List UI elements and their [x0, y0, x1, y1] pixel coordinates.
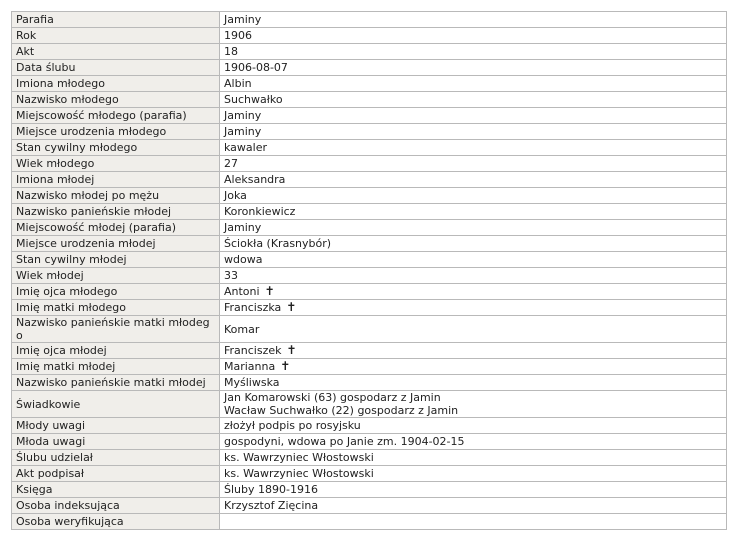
field-label: Nazwisko młodego: [12, 92, 220, 108]
deceased-cross-icon: ✝: [280, 359, 291, 373]
field-value: Ściokła (Krasnybór): [224, 237, 332, 250]
field-label: Stan cywilny młodego: [12, 140, 220, 156]
field-value: 33: [224, 269, 238, 282]
field-label: Miejscowość młodego (parafia): [12, 108, 220, 124]
record-row: [12, 92, 727, 108]
field-value-cell: [220, 236, 727, 252]
field-value: 1906-08-07: [224, 61, 288, 74]
field-value: 18: [224, 45, 238, 58]
field-value-cell: [220, 359, 727, 375]
record-row: [12, 391, 727, 418]
record-row: [12, 76, 727, 92]
record-row: [12, 450, 727, 466]
field-label: Wiek młodej: [12, 268, 220, 284]
field-value: ks. Wawrzyniec Włostowski: [224, 451, 374, 464]
record-row: [12, 434, 727, 450]
record-row: [12, 204, 727, 220]
field-value-cell: [220, 418, 727, 434]
deceased-cross-icon: ✝: [286, 300, 297, 314]
field-value: Jaminy: [224, 13, 262, 26]
record-row: [12, 188, 727, 204]
field-value: Marianna: [224, 360, 276, 373]
field-value-cell: [220, 450, 727, 466]
deceased-cross-icon: ✝: [286, 343, 297, 357]
record-row: [12, 268, 727, 284]
field-label: Stan cywilny młodej: [12, 252, 220, 268]
field-label: Księga: [12, 482, 220, 498]
field-label: Akt podpisał: [12, 466, 220, 482]
record-row: [12, 156, 727, 172]
field-value-cell: [220, 220, 727, 236]
field-label: Nazwisko panieńskie matki młodego: [12, 316, 220, 343]
field-value: 27: [224, 157, 238, 170]
field-label: Osoba weryfikująca: [12, 514, 220, 530]
field-value: Jan Komarowski (63) gospodarz z Jamin: [224, 391, 441, 404]
field-label: Młoda uwagi: [12, 434, 220, 450]
record-row: [12, 124, 727, 140]
record-row: [12, 12, 727, 28]
field-value-cell: [220, 108, 727, 124]
field-value-cell: [220, 343, 727, 359]
record-row: [12, 28, 727, 44]
field-value: Franciszek: [224, 344, 282, 357]
field-value: Śluby 1890-1916: [224, 483, 318, 496]
field-value-cell: [220, 391, 727, 418]
record-row: [12, 300, 727, 316]
field-value-cell: [220, 482, 727, 498]
field-value-cell: [220, 498, 727, 514]
field-label: Imię matki młodej: [12, 359, 220, 375]
field-value-cell: [220, 44, 727, 60]
field-value-cell: [220, 375, 727, 391]
field-label: Parafia: [12, 12, 220, 28]
field-value: Jaminy: [224, 221, 262, 234]
field-value: Antoni: [224, 285, 260, 298]
field-value-cell: [220, 60, 727, 76]
field-value-cell: [220, 172, 727, 188]
record-row: [12, 514, 727, 530]
field-value-cell: [220, 466, 727, 482]
field-value: Suchwałko: [224, 93, 283, 106]
field-label: Imiona młodej: [12, 172, 220, 188]
field-value: Aleksandra: [224, 173, 286, 186]
field-value-cell: [220, 124, 727, 140]
field-value: Albin: [224, 77, 252, 90]
record-row: [12, 418, 727, 434]
field-value-cell: [220, 252, 727, 268]
record-row: [12, 252, 727, 268]
field-label: Data ślubu: [12, 60, 220, 76]
field-value-second-line: Wacław Suchwałko (22) gospodarz z Jamin: [224, 404, 459, 417]
record-row: [12, 359, 727, 375]
field-label: Miejscowość młodej (parafia): [12, 220, 220, 236]
field-value-cell: [220, 156, 727, 172]
field-value-cell: [220, 300, 727, 316]
field-value-cell: [220, 284, 727, 300]
field-value: złożył podpis po rosyjsku: [224, 419, 361, 432]
field-value: Komar: [224, 322, 260, 336]
field-value-cell: [220, 268, 727, 284]
field-label: Imię matki młodego: [12, 300, 220, 316]
record-row: [12, 498, 727, 514]
record-row: [12, 60, 727, 76]
field-value-cell: [220, 28, 727, 44]
record-row: [12, 140, 727, 156]
field-value: ks. Wawrzyniec Włostowski: [224, 467, 374, 480]
field-value-cell: [220, 188, 727, 204]
field-label: Nazwisko młodej po mężu: [12, 188, 220, 204]
field-value-cell: [220, 514, 727, 530]
deceased-cross-icon: ✝: [264, 284, 275, 298]
field-value-cell: [220, 204, 727, 220]
record-row: [12, 44, 727, 60]
field-value-cell: [220, 140, 727, 156]
record-row: [12, 482, 727, 498]
field-value: Franciszka: [224, 301, 282, 314]
record-row: [12, 343, 727, 359]
field-value: Krzysztof Zięcina: [224, 499, 319, 512]
field-value: gospodyni, wdowa po Janie zm. 1904-02-15: [224, 435, 465, 448]
field-value: Jaminy: [224, 109, 262, 122]
record-row: [12, 375, 727, 391]
field-value-cell: [220, 76, 727, 92]
record-row: [12, 172, 727, 188]
field-value: Jaminy: [224, 125, 262, 138]
field-value: kawaler: [224, 141, 268, 154]
field-value: Koronkiewicz: [224, 205, 296, 218]
field-value-cell: [220, 316, 727, 343]
field-value-cell: [220, 92, 727, 108]
field-label: Nazwisko panieńskie matki młodej: [12, 375, 220, 391]
field-label: Ślubu udzielał: [12, 450, 220, 466]
field-value: Joka: [224, 189, 247, 202]
record-body: [12, 12, 727, 530]
field-label: Imię ojca młodego: [12, 284, 220, 300]
field-label: Wiek młodego: [12, 156, 220, 172]
field-label: Miejsce urodzenia młodego: [12, 124, 220, 140]
record-row: [12, 108, 727, 124]
record-row: [12, 466, 727, 482]
record-row: [12, 316, 727, 343]
field-label: Świadkowie: [12, 391, 220, 418]
field-label: Osoba indeksująca: [12, 498, 220, 514]
field-label: Miejsce urodzenia młodej: [12, 236, 220, 252]
record-row: [12, 220, 727, 236]
field-label: Akt: [12, 44, 220, 60]
field-value: wdowa: [224, 253, 263, 266]
field-value: Myśliwska: [224, 376, 280, 389]
marriage-record-table: [11, 11, 727, 530]
field-label: Imię ojca młodej: [12, 343, 220, 359]
field-value-cell: [220, 12, 727, 28]
field-label: Młody uwagi: [12, 418, 220, 434]
field-value-cell: [220, 434, 727, 450]
record-row: [12, 236, 727, 252]
field-value: 1906: [224, 29, 252, 42]
field-label: Rok: [12, 28, 220, 44]
field-label: Imiona młodego: [12, 76, 220, 92]
record-row: [12, 284, 727, 300]
field-label: Nazwisko panieńskie młodej: [12, 204, 220, 220]
